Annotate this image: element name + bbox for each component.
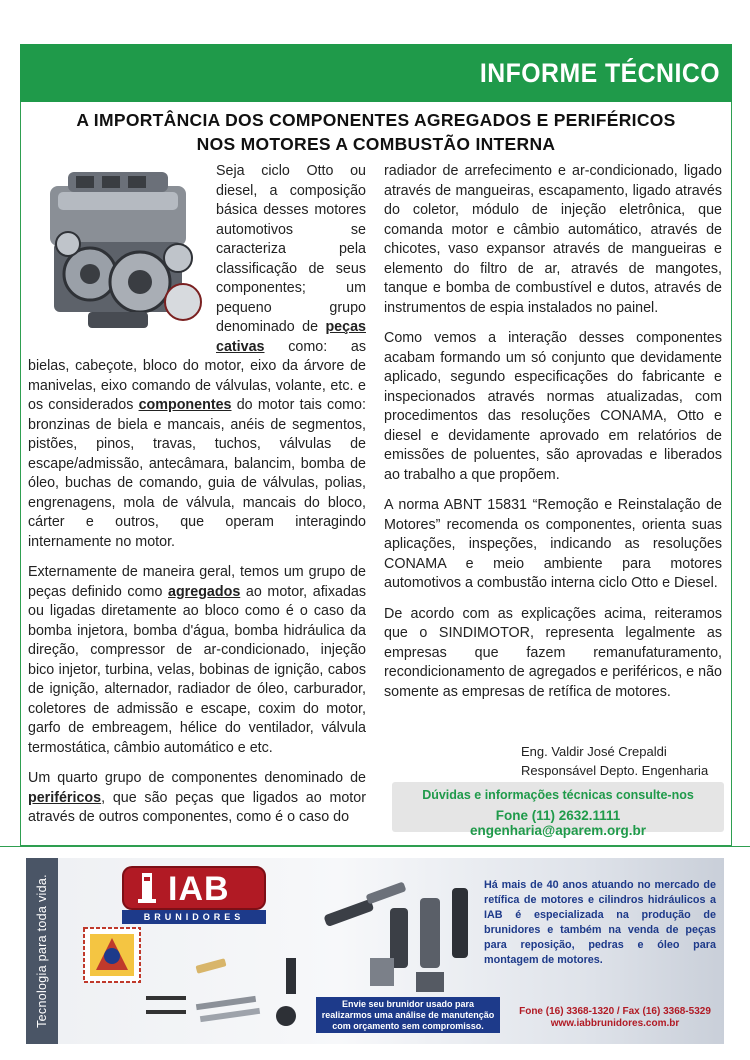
paragraph-5: Como vemos a interação desses componentes acabam formando um só conjunto que devidamente aplicado, segundo especificações do fabricante e inspecionados através normas atualizadas, com procedimentos das resoluções CONAMA, Otto e diesel e devidamente aprovado em relatórios de emissões de poluentes, são aprovadas e liberados ao trabalho a que propõem. bbox=[384, 330, 722, 483]
logo-subtitle: BRUNIDORES bbox=[122, 910, 266, 924]
paragraph-1: Seja ciclo Otto ou diesel, a composição básica desses motores automotivos se caracteriza pela classificação de seus componentes; um pequeno grupo denominado de peças cativas como: as bielas, cabeçote, bloco do motor, eixo da árvore de manivelas, eixo comando de válvulas, volante, etc. e os considerados componentes do motor tais como: bronzinas de biela e mancais, anéis de segmentos, pistões, pinos, travas, tuchos, válvulas de escape/admissão, antecâmara, balancim, bomba de óleo, buchas de comando, guia de válvulas, polias, engrenagens, mola de válvula, mancais do bloco, cárter e outros, que operam interagindo internamente no motor. bbox=[28, 163, 366, 550]
signature bbox=[521, 742, 708, 780]
header-title: INFORME TÉCNICO bbox=[479, 58, 720, 88]
signature-role: Responsável Depto. Engenharia bbox=[521, 763, 709, 778]
honing-tools-illustration bbox=[316, 868, 476, 996]
tower-icon bbox=[132, 869, 162, 907]
paragraph-2: Externamente de maneira geral, temos um grupo de peças definido como agregados ao motor, afixadas ou ligadas diretamente ao bloco como é o caso da bomba injetora, bomba d'água, bomba hidráulica da direção, compressor de ar-condicionado, injeção bico injetor, turbina, velas, bobinas de ignição, cabos de ignição, alternador, radiador de óleo, carburador, coletores de admissão e escape, coxim do motor, garfo de embreagem, hélice do ventilador, válvula termostática, câmbio automático e etc. bbox=[28, 564, 366, 756]
ad-description: Há mais de 40 anos atuando no mercado de retífica de motores e cilindros hidráulicos a IAB é especializada na produção de brunidores e também na venda de peças para reposição, pedras e óleo para montagem de motores. bbox=[484, 879, 716, 966]
logo-text: IAB bbox=[168, 870, 230, 908]
ad-side-strip bbox=[26, 858, 58, 1044]
section-divider bbox=[0, 846, 750, 847]
iab-logo bbox=[122, 866, 266, 910]
term-agregados: agregados bbox=[168, 583, 241, 600]
contact-box bbox=[392, 782, 724, 838]
paragraph-4: radiador de arrefecimento e ar-condicionado, ligado através de mangueiras, escapamento, ligado através do coletor, módulo de injeção eletrônica, que comanda motor e câmbio automático, através de chicotes, vaso expansor através de mangueiras e elemento do filtro de ar, através de mangotes, tanque e bomba de combustível e dutos, através de instrumentos de espia instalados no painel. bbox=[384, 163, 722, 316]
paragraph-6: A norma ABNT 15831 “Remoção e Reinstalação de Motores” recomenda os componentes, orienta suas aplicações, inspeções, indicando as resoluções CONAMA e meio ambiente para motores automotivos a combustão interna ciclo Otto e Diesel. bbox=[384, 497, 722, 591]
signature-name: Eng. Valdir José Crepaldi bbox=[521, 744, 667, 759]
ad-service-note: Envie seu brunidor usado para realizarmos uma análise de manutenção com orçamento sem compromisso. bbox=[316, 997, 500, 1033]
term-pecas-cativas: peças cativas bbox=[216, 319, 366, 355]
paragraph-7: De acordo com as explicações acima, reiteramos que o SINDIMOTOR, representa legalmente as empresas que fazem remanufaturamento, recondicionamento de agregados e periféricos, e não somente as empresas de retífica de motores. bbox=[384, 605, 722, 700]
contact-heading: Dúvidas e informações técnicas consulte-nos bbox=[422, 788, 694, 802]
advertisement-banner[interactable] bbox=[26, 858, 724, 1044]
article-column-left bbox=[28, 162, 366, 839]
term-perifericos: periféricos bbox=[28, 789, 102, 806]
engine-illustration bbox=[28, 162, 208, 340]
contact-details bbox=[392, 808, 724, 838]
contact-email[interactable]: engenharia@aparem.org.br bbox=[470, 823, 646, 838]
article-column-right bbox=[384, 162, 722, 713]
ad-slogan: Tecnologia para toda vida. bbox=[35, 874, 49, 1028]
article-title-line2: NOS MOTORES A COMBUSTÃO INTERNA bbox=[196, 134, 556, 154]
ad-contact bbox=[512, 1006, 718, 1030]
stamp-icon bbox=[82, 926, 142, 984]
article-title bbox=[20, 108, 732, 156]
ad-phone: Fone (16) 3368-1320 / Fax (16) 3368-5329 bbox=[519, 1006, 711, 1017]
article-title-line1: A IMPORTÂNCIA DOS COMPONENTES AGREGADOS E PERIFÉRICOS bbox=[76, 110, 676, 130]
term-componentes: componentes bbox=[138, 397, 232, 413]
contact-phone: Fone (11) 2632.1111 bbox=[495, 808, 621, 823]
ad-website[interactable]: www.iabbrunidores.com.br bbox=[550, 1018, 680, 1029]
paragraph-3: Um quarto grupo de componentes denominado de periféricos, que são peças que ligados ao motor através de outros componentes, como é o caso do bbox=[28, 770, 366, 825]
spare-parts-illustration bbox=[136, 954, 312, 1040]
